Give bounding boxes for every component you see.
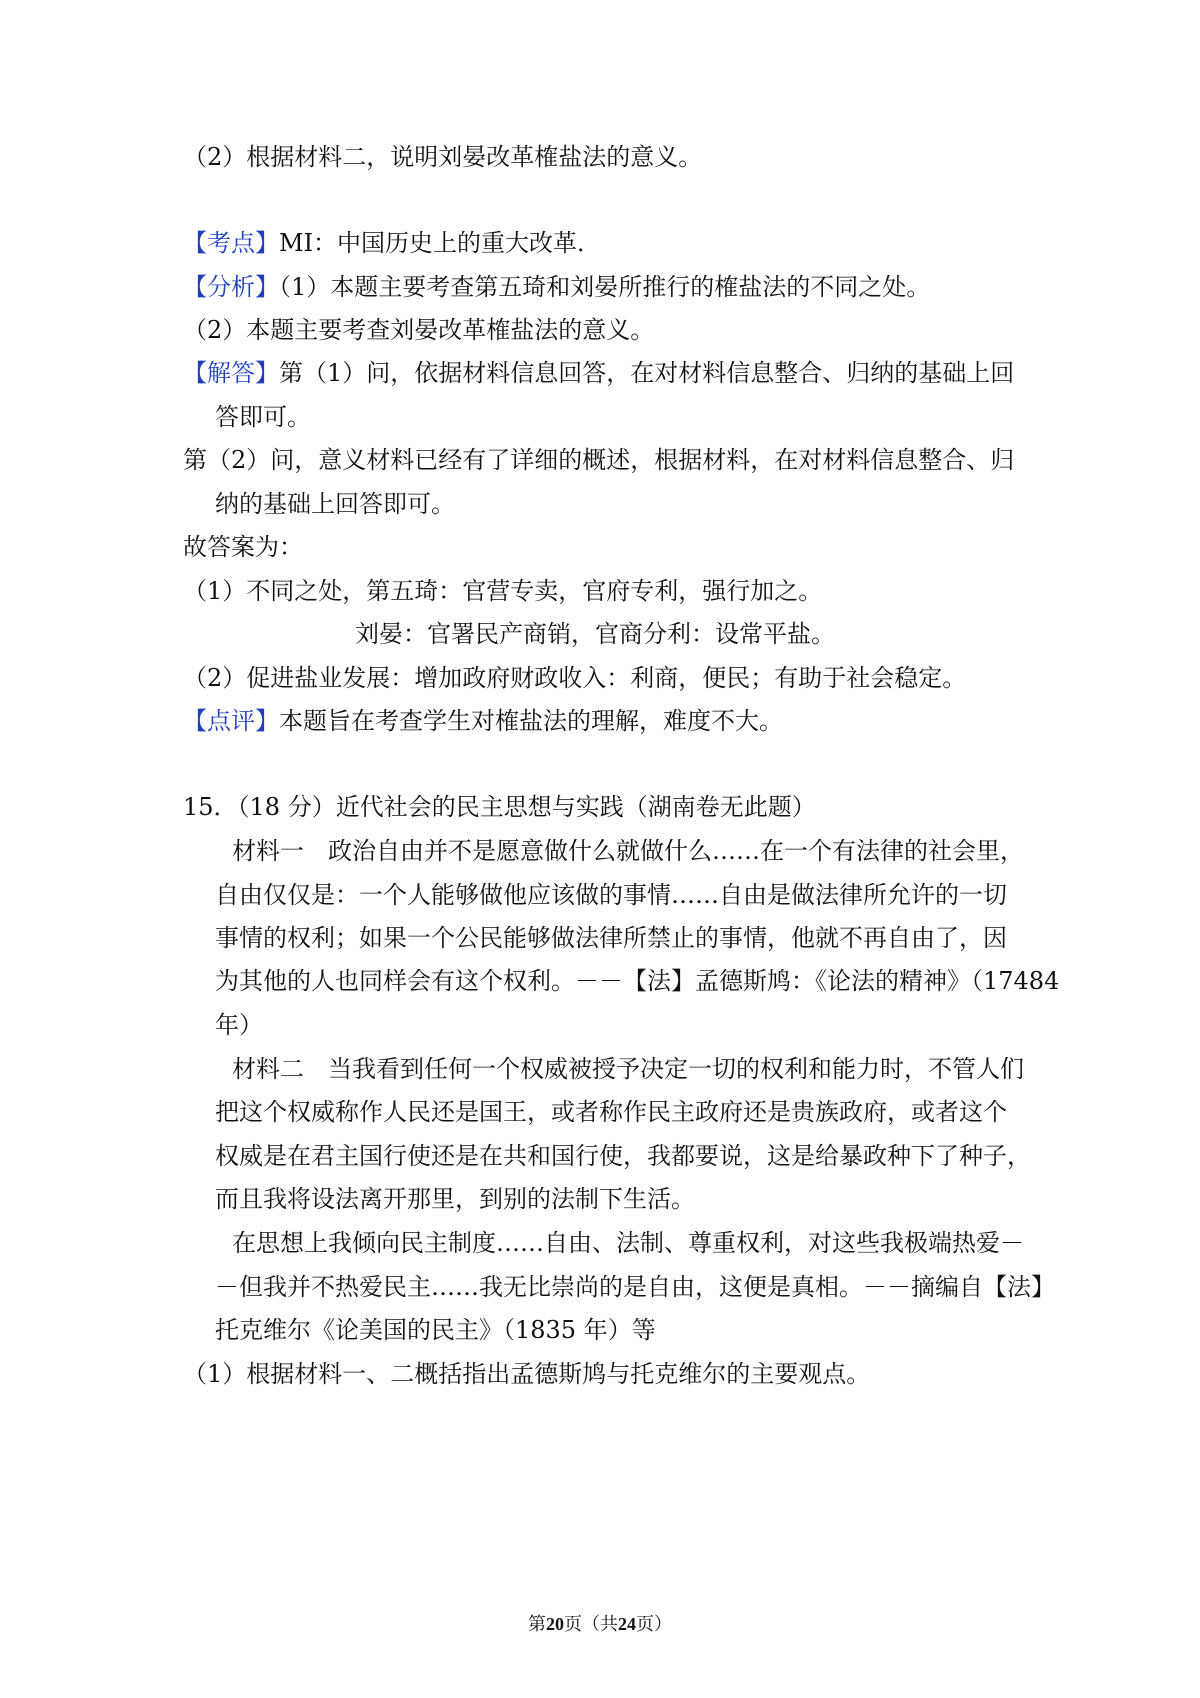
- dianping-line: [183, 704, 1040, 738]
- material-2-line-3: 权威是在君主国行使还是在共和国行使，我都要说，这是给暴政种下了种子，: [215, 1142, 1031, 1170]
- jieda-line-2-continued: 纳的基础上回答即可。: [215, 490, 455, 518]
- dianping-tag: 【点评】: [183, 707, 279, 735]
- material-2-line-6: －但我并不热爱民主……我无比崇尚的是自由，这便是真相。－－摘编自【法】: [215, 1273, 1055, 1301]
- fenxi-tag: 【分析】: [183, 273, 279, 301]
- material-1-line-5: 年）: [215, 1011, 263, 1039]
- answer-1: （1）不同之处，第五琦：官营专卖，官府专利，强行加之。: [183, 577, 823, 605]
- material-1-line-2: 自由仅仅是：一个人能够做他应该做的事情……自由是做法律所允许的一切: [215, 881, 1007, 909]
- kaodian-text: MI：中国历史上的重大改革．: [279, 229, 602, 257]
- material-2-line-7: 托克维尔《论美国的民主》（1835 年）等: [215, 1316, 656, 1344]
- material-1-line-4: 为其他的人也同样会有这个权利。－－【法】孟德斯鸠：《论法的精神》（17484: [215, 967, 1060, 995]
- material-2-line-1: 材料二 当我看到任何一个权威被授予决定一切的权利和能力时，不管人们: [232, 1055, 1024, 1083]
- material-2-line-2: 把这个权威称作人民还是国王，或者称作民主政府还是贵族政府，或者这个: [215, 1098, 1007, 1126]
- question-15-part-1: （1）根据材料一、二概括指出孟德斯鸠与托克维尔的主要观点。: [183, 1360, 871, 1388]
- footer-prefix: 第: [528, 1614, 546, 1635]
- fenxi-line-2: （2）本题主要考查刘晏改革榷盐法的意义。: [183, 316, 655, 344]
- jieda-text: 第（1）问，依据材料信息回答，在对材料信息整合、归纳的基础上回: [279, 359, 1015, 387]
- answer-intro: 故答案为：: [183, 533, 303, 561]
- fenxi-text: （1）本题主要考查第五琦和刘晏所推行的榷盐法的不同之处。: [279, 273, 931, 301]
- footer-total-pages: 24: [618, 1614, 636, 1634]
- question-2-prompt: （2）根据材料二，说明刘晏改革榷盐法的意义。: [183, 143, 703, 171]
- jieda-line-2: 第（2）问，意义材料已经有了详细的概述，根据材料，在对材料信息整合、归: [183, 446, 1015, 474]
- material-2-line-4: 而且我将设法离开那里，到别的法制下生活。: [215, 1185, 695, 1213]
- jieda-line: [183, 356, 1040, 390]
- question-15-title: 15．（18 分）近代社会的民主思想与实践（湖南卷无此题）: [183, 793, 816, 821]
- fenxi-line: [183, 270, 1040, 304]
- footer-page-number: 20: [546, 1614, 564, 1634]
- footer-suffix: 页）: [636, 1614, 672, 1635]
- jieda-line-continued: 答即可。: [215, 403, 311, 431]
- material-2-line-5: 在思想上我倾向民主制度……自由、法制、尊重权利，对这些我极端热爱－: [232, 1229, 1024, 1257]
- kaodian-tag: 【考点】: [183, 229, 279, 257]
- dianping-text: 本题旨在考查学生对榷盐法的理解，难度不大。: [279, 707, 783, 735]
- answer-2: （2）促进盐业发展：增加政府财政收入：利商，便民；有助于社会稳定。: [183, 664, 967, 692]
- footer-middle: 页（共: [564, 1614, 618, 1635]
- answer-1-continued: 刘晏：官署民产商销，官商分利：设常平盐。: [355, 620, 835, 648]
- jieda-tag: 【解答】: [183, 359, 279, 387]
- page-footer: [0, 1612, 1200, 1637]
- kaodian-line: [183, 226, 1040, 260]
- material-1-line-1: 材料一 政治自由并不是愿意做什么就做什么……在一个有法律的社会里，: [232, 837, 1024, 865]
- material-1-line-3: 事情的权利；如果一个公民能够做法律所禁止的事情，他就不再自由了，因: [215, 924, 1007, 952]
